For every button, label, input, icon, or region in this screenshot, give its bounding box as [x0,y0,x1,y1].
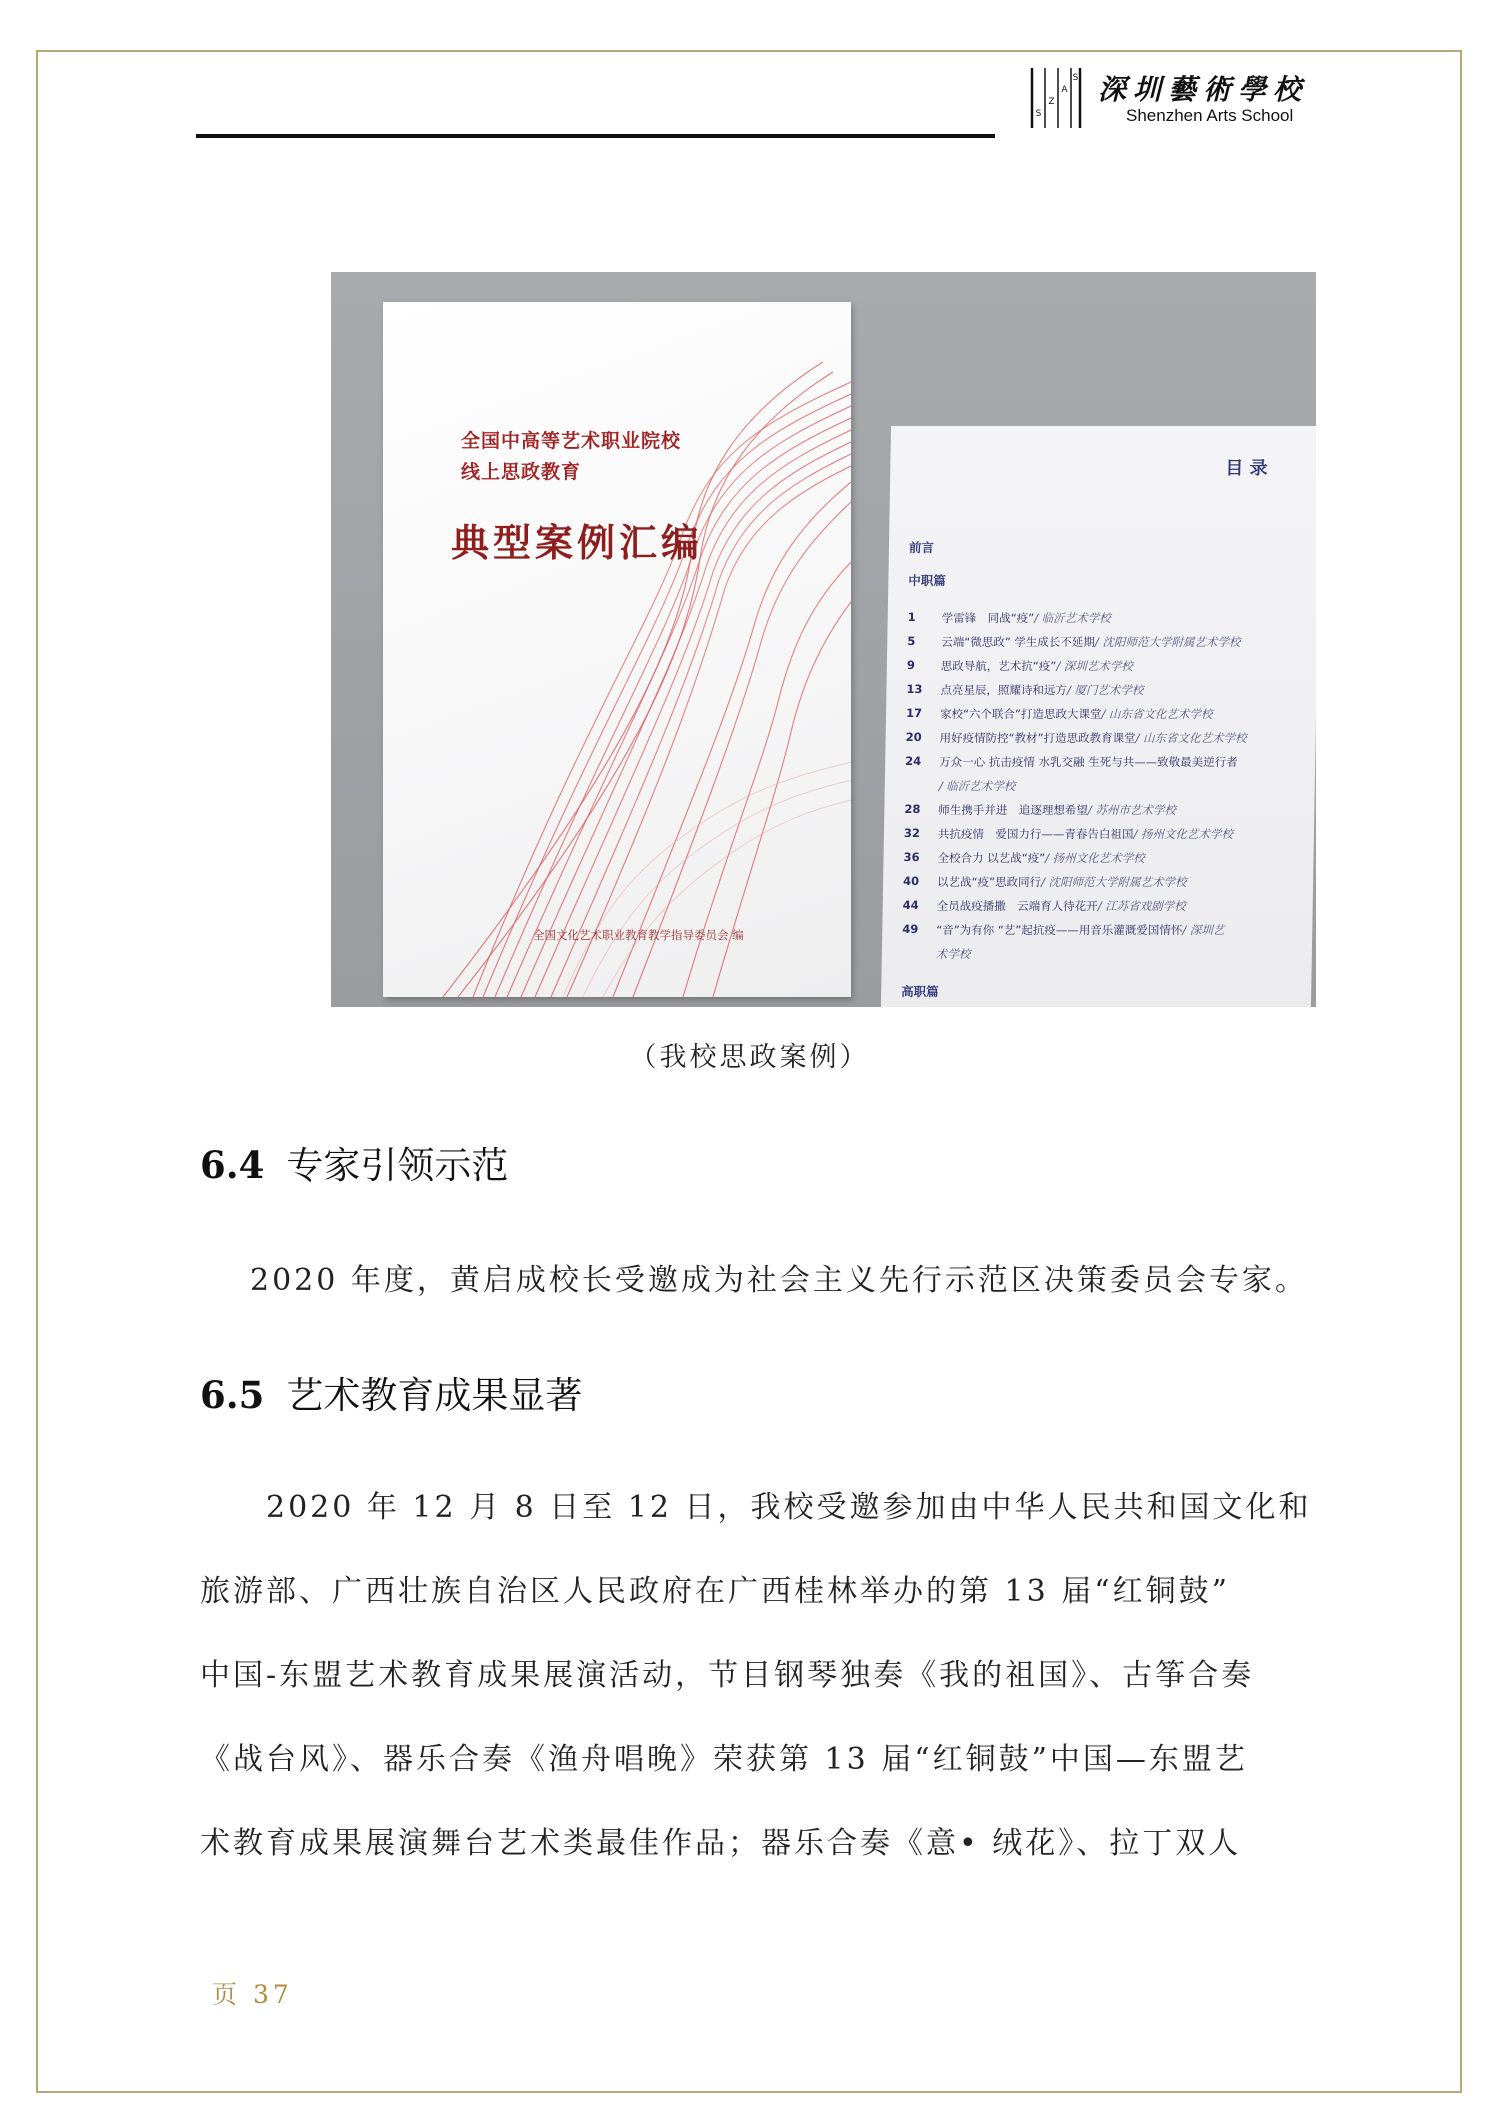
book-subtitle-line1: 全国中高等艺术职业院校 [461,430,682,452]
body-line: 术教育成果展演舞台艺术类最佳作品；器乐合奏《意• 绒花》、拉丁双人 [200,1826,1242,1861]
toc-entry-school: / 临沂艺术学校 [938,779,1016,793]
toc-entry-title: 用好疫情防控“教材”打造思政教育课堂 [939,731,1136,745]
section-number: 6.4 [200,1143,265,1187]
toc-entry-page: 1 [907,610,916,624]
toc-entry-school: 术学校 [935,947,971,961]
toc-entry-page: 40 [903,874,920,888]
toc-entry-text [936,922,1224,938]
logo-english-name: Shenzhen Arts School [1126,106,1294,125]
section-6-4-paragraph: 2020 年度，黄启成校长受邀成为社会主义先行示范区决策委员会专家。 [250,1263,1308,1298]
logo-letter: Z [1048,97,1055,107]
toc-entry-page: 28 [904,802,921,816]
section-6-4-heading [200,1135,508,1189]
book-publisher: 全国文化艺术职业教育教学指导委员会 编 [533,928,744,942]
szas-logo-mark-icon [1030,66,1082,130]
toc-entry-text [942,610,1111,626]
toc-entry-school: / 江苏省戏剧学校 [1097,899,1186,913]
toc-entry-school: / 山东省文化艺术学校 [1135,731,1247,745]
toc-entry-page: 17 [905,706,923,720]
toc-entry-page: 44 [902,898,919,912]
body-line: 旅游部、广西壮族自治区人民政府在广西桂林举办的第 13 届“红铜鼓” [200,1574,1230,1609]
toc-section-zhongzhi: 中职篇 [908,573,947,588]
section-title: 专家引领示范 [286,1144,509,1187]
header-divider [196,134,995,138]
toc-entry-text [940,706,1213,722]
book-subtitle-line2: 线上思政教育 [461,461,582,483]
toc-entry-text [939,778,1016,794]
toc-entry-title: 共抗疫情 爱国力行——青春告白祖国 [937,827,1134,841]
body-line: 《战台风》、器乐合奏《渔舟唱晚》荣获第 13 届“红铜鼓”中国—东盟艺 [200,1742,1248,1777]
book-cover [383,302,851,997]
toc-title: 目 录 [1225,458,1268,479]
toc-entry-title: 以艺战“疫”思政同行 [936,875,1042,889]
logo-chinese-name: 深圳藝術學校 [1098,73,1309,106]
toc-entry-title: “音”为有你 “艺”起抗疫——用音乐灌溉爱国情怀 [936,923,1183,937]
section-number: 6.5 [200,1373,265,1417]
toc-entry-text [936,946,971,962]
toc-entry-text [940,682,1143,698]
toc-entry-page: 5 [907,634,916,648]
toc-entry-text [939,730,1246,746]
toc-entry-page: 9 [906,658,916,672]
toc-entry-text [937,850,1144,866]
book-main-title: 典型案例汇编 [451,520,704,565]
toc-entry-page: 20 [905,730,922,744]
toc-entry-school: / 山东省文化艺术学校 [1101,707,1213,721]
toc-entry-school: / 沈阳师范大学附属艺术学校 [1094,635,1241,649]
photo-caption: （我校思政案例） [629,1042,870,1073]
toc-entry-text [941,634,1240,650]
toc-entry-text [937,898,1186,914]
toc-entry-page: 13 [906,682,923,696]
toc-entry-text [941,658,1133,674]
logo-letter: A [1061,85,1068,95]
toc-entry-title: 万众一心 抗击疫情 水乳交融 生死与共——致敬最美逆行者 [939,755,1238,769]
toc-entry-title: 思政导航，艺术抗“疫” [940,659,1057,673]
toc-entry-school: / 沈阳师范大学附属艺术学校 [1040,875,1187,889]
toc-entry-text [939,754,1238,770]
red-wave-decoration-icon [383,302,851,997]
toc-entry-page: 32 [903,826,921,840]
toc-entry-title: 家校“六个联合”打造思政大课堂 [939,707,1102,721]
toc-entry-school: / 深圳艺术学校 [1056,659,1133,673]
toc-entry-school: / 苏州市艺术学校 [1087,803,1177,817]
toc-entry-school: / 临沂艺术学校 [1034,611,1111,625]
toc-entry-school: / 深圳艺 [1182,923,1225,937]
toc-entry-title: 全员战疫播撒 云端育人待花开 [936,899,1098,913]
toc-entry-title: 云端“微思政” 学生成长不延期 [941,635,1096,649]
table-of-contents-page [881,426,1316,1007]
body-line: 中国-东盟艺术教育成果展演活动，节目钢琴独奏《我的祖国》、古筝合奏 [200,1658,1255,1693]
toc-entry-text [938,802,1176,818]
body-line: 2020 年 12 月 8 日至 12 日，我校受邀参加由中华人民共和国文化和 [200,1490,1312,1525]
logo-letter: S [1035,109,1042,119]
school-logo [1030,66,1330,130]
toc-entry-title: 学雷锋 同战“疫” [941,611,1035,625]
toc-entry-school: / 扬州文化艺术学校 [1133,827,1234,841]
toc-entry-title: 点亮星辰，照耀诗和远方 [940,683,1068,697]
toc-entry-text [937,874,1187,890]
section-6-5-heading [200,1365,582,1419]
toc-entry-page: 49 [902,922,919,936]
toc-entry-text [938,826,1233,842]
toc-entry-school: / 厦门艺术学校 [1066,683,1144,697]
toc-preface: 前言 [908,540,935,555]
toc-section-gaozhi: 高职篇 [901,984,939,999]
toc-entry-page: 24 [905,754,922,768]
toc-entry-title: 全校合力 以艺战“疫” [937,851,1046,865]
toc-entry-title: 师生携手并进 追逐理想希望 [938,803,1088,817]
toc-entry-page: 36 [903,850,920,864]
toc-entry-school: / 扬州文化艺术学校 [1044,851,1145,865]
page-number: 页 37 [212,1980,293,2009]
case-collection-photo [331,272,1316,1007]
section-title: 艺术教育成果显著 [286,1374,583,1417]
logo-letter: S [1072,73,1079,83]
